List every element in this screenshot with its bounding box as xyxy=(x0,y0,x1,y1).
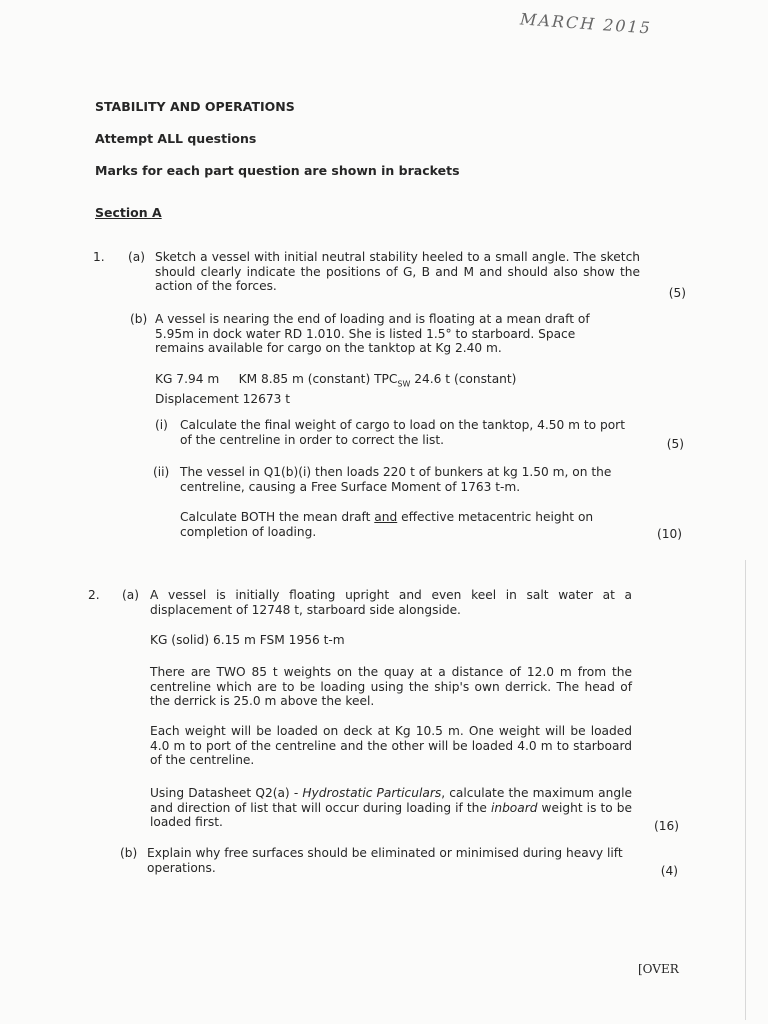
part-label: (a) xyxy=(122,588,139,602)
q1a-marks: (5) xyxy=(668,286,686,300)
attempt-instruction: Attempt ALL questions xyxy=(95,131,257,146)
question-number: 1. xyxy=(93,250,105,264)
q1bi-marks: (5) xyxy=(666,437,684,451)
q2b-text: Explain why free surfaces should be eliminated or minimised during heavy lift operations. xyxy=(147,846,623,875)
handwritten-date: MARCH 2015 xyxy=(519,9,653,38)
q1bii-text: The vessel in Q1(b)(i) then loads 220 t of bunkers at kg 1.50 m, on the centreline, causing a Free Surface Moment of 1763 t-m. xyxy=(180,465,612,494)
paper-title: STABILITY AND OPERATIONS xyxy=(95,99,295,114)
part-label: (b) xyxy=(120,846,138,860)
subpart-label: (i) xyxy=(155,418,168,432)
q1b-text: A vessel is nearing the end of loading and is floating at a mean draft of 5.95m in dock water RD 1.010. She is listed 1.5° to starboard. Space remains available for cargo on the tanktop at Kg 2.40 m. xyxy=(155,312,590,355)
marks-instruction: Marks for each part question are shown in brackets xyxy=(95,163,460,178)
q1bii-calc: Calculate BOTH the mean draft and effective metacentric height on completion of loading. xyxy=(180,510,594,539)
q2a-kg: KG (solid) 6.15 m FSM 1956 t-m xyxy=(150,633,345,647)
over-marker: [OVER xyxy=(638,962,679,976)
question-number: 2. xyxy=(88,588,100,602)
q1bi-text: Calculate the final weight of cargo to load on the tanktop, 4.50 m to port of the centreline in order to correct the list. xyxy=(180,418,625,447)
q2a-p1: There are TWO 85 t weights on the quay at a distance of 12.0 m from the centreline which are to be loading using the ship's own derrick. The head of the derrick is 25.0 m above the keel. xyxy=(150,665,632,708)
q2a-p3: Using Datasheet Q2(a) - Hydrostatic Particulars, calculate the maximum angle and direction of list that will occur during loading if the inboard weight is to be loaded first. xyxy=(150,786,632,829)
q1a-text: Sketch a vessel with initial neutral stability heeled to a small angle. The sketch should clearly indicate the positions of G, B and M and should also show the action of the forces. xyxy=(155,250,640,293)
q1bii-marks: (10) xyxy=(656,527,682,541)
q1b-particulars: KG 7.94 m KM 8.85 m (constant) $TPC_{SW}$ 24.6 t (constant) Displacement 12673 t xyxy=(155,372,517,406)
section-heading: Section A xyxy=(95,205,162,220)
part-label: (b) xyxy=(130,312,148,326)
page-edge-shadow xyxy=(745,560,746,1020)
subpart-label: (ii) xyxy=(153,465,170,479)
q2a-marks: (16) xyxy=(653,819,679,833)
q2b-marks: (4) xyxy=(660,864,678,878)
q2a-p2: Each weight will be loaded on deck at Kg 10.5 m. One weight will be loaded 4.0 m to port of the centreline and the other will be loaded 4.0 m to starboard of the centreline. xyxy=(150,724,632,767)
part-label: (a) xyxy=(128,250,145,264)
q2a-text: A vessel is initially floating upright and even keel in salt water at a displacement of 12748 t, starboard side alongside. xyxy=(150,588,632,617)
